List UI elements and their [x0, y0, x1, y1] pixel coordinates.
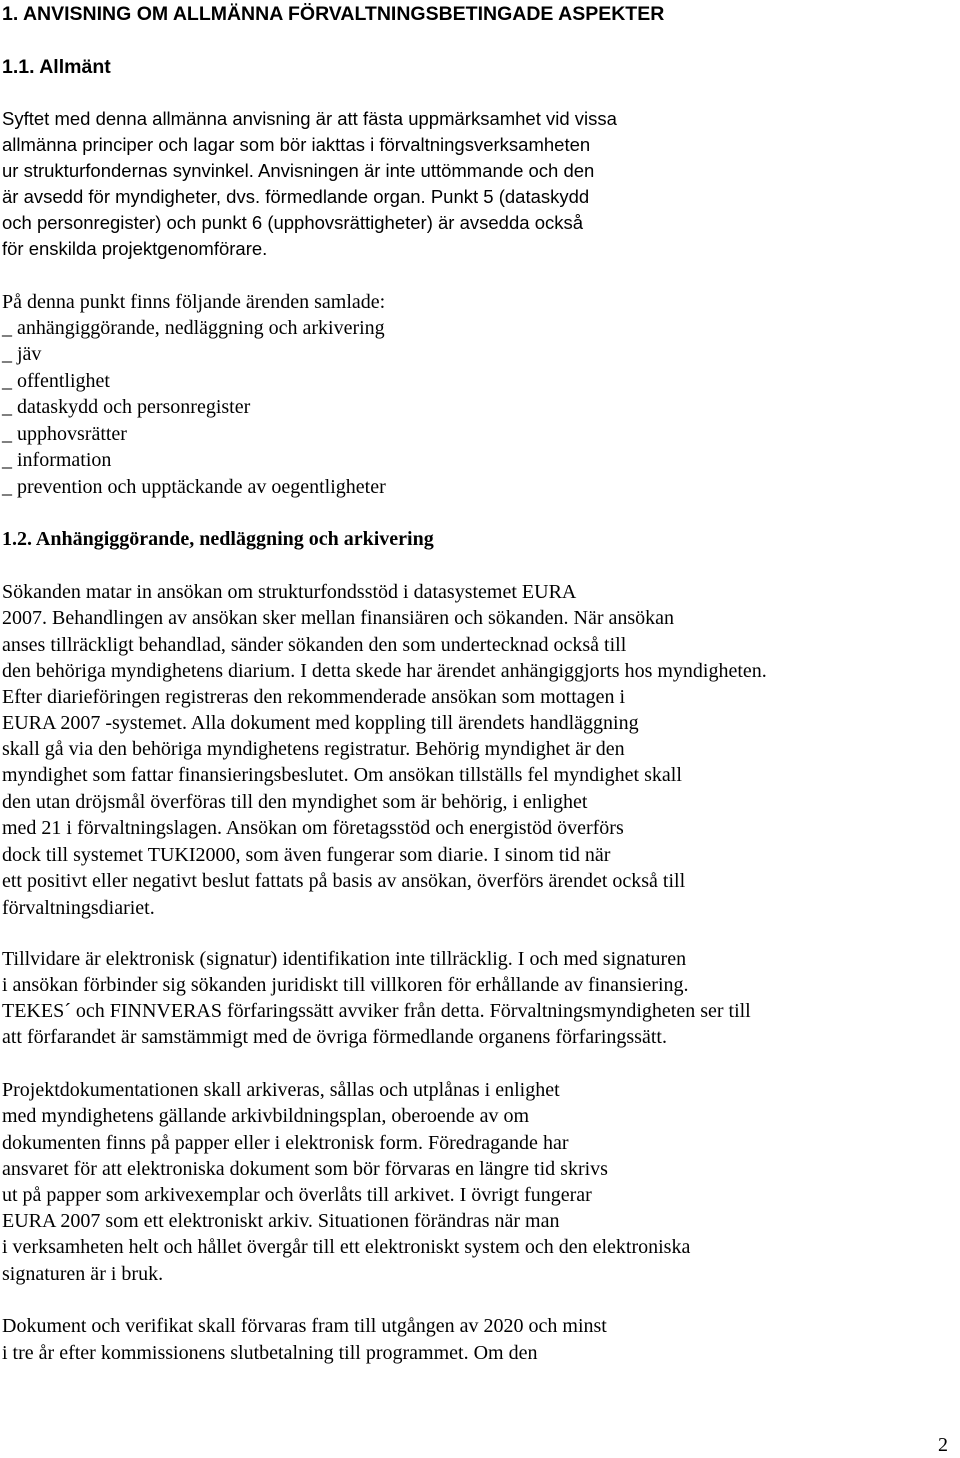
page-number: 2	[938, 1434, 948, 1456]
text-line: förvaltningsdiariet.	[2, 897, 155, 919]
text-line: Efter diarieföringen registreras den rekommenderade ansökan som mottagen i	[2, 686, 626, 708]
text-line: signaturen är i bruk.	[2, 1263, 164, 1285]
text-line: i ansökan förbinder sig sökanden juridiskt till villkoren för erhållande av finansiering.	[2, 974, 689, 996]
text-line: dokumenten finns på papper eller i elektronisk form. Föredragande har	[2, 1132, 569, 1154]
text-line: ur strukturfondernas synvinkel. Anvisningen är inte uttömmande och den	[2, 160, 595, 181]
list-item: _ information	[2, 449, 112, 471]
text-line: Sökanden matar in ansökan om strukturfondsstöd i datasystemet EURA	[2, 581, 577, 603]
list-item: _ jäv	[2, 343, 42, 365]
text-line: allmänna principer och lagar som bör iakttas i förvaltningsverksamheten	[2, 134, 591, 155]
text-line: TEKES´ och FINNVERAS förfaringssätt avviker från detta. Förvaltningsmyndigheten ser till	[2, 1000, 751, 1022]
text-line: EURA 2007 som ett elektroniskt arkiv. Situationen förändras när man	[2, 1210, 560, 1232]
text-line: 2007. Behandlingen av ansökan sker mellan finansiären och sökanden. När ansökan	[2, 607, 675, 629]
text-line: i verksamheten helt och hållet övergår till ett elektroniskt system och den elektroniska	[2, 1236, 691, 1258]
text-line: med myndighetens gällande arkivbildningsplan, oberoende av om	[2, 1105, 530, 1127]
text-line: den utan dröjsmål överföras till den myndighet som är behörig, i enlighet	[2, 791, 588, 813]
heading-1-1: 1.1. Allmänt	[2, 56, 111, 78]
text-line: Tillvidare är elektronisk (signatur) identifikation inte tillräcklig. I och med signaturen	[2, 948, 687, 970]
text-line: ett positivt eller negativt beslut fattats på basis av ansökan, överförs ärendet också till	[2, 870, 686, 892]
list-item: _ dataskydd och personregister	[2, 396, 251, 418]
text-line: i tre år efter kommissionens slutbetalning till programmet. Om den	[2, 1342, 538, 1364]
list-item: _ anhängiggörande, nedläggning och arkivering	[2, 317, 385, 339]
text-line: anses tillräckligt behandlad, sänder sökanden den som undertecknad också till	[2, 634, 627, 656]
text-line: EURA 2007 -systemet. Alla dokument med koppling till ärendets handläggning	[2, 712, 639, 734]
list-item: _ upphovsrätter	[2, 423, 127, 445]
text-line: för enskilda projektgenomförare.	[2, 238, 268, 259]
text-line: är avsedd för myndigheter, dvs. förmedlande organ. Punkt 5 (dataskydd	[2, 186, 590, 207]
text-line: och personregister) och punkt 6 (upphovsrättigheter) är avsedda också	[2, 212, 584, 233]
list-item: _ offentlighet	[2, 370, 110, 392]
list-item: _ prevention och upptäckande av oegentligheter	[2, 476, 386, 498]
text-line: ansvaret för att elektroniska dokument som bör förvaras en längre tid skrivs	[2, 1158, 608, 1180]
text-line: myndighet som fattar finansieringsbeslutet. Om ansökan tillställs fel myndighet skall	[2, 764, 682, 786]
text-line: med 21 i förvaltningslagen. Ansökan om företagsstöd och energistöd överförs	[2, 817, 624, 839]
text-line: skall gå via den behöriga myndighetens registratur. Behörig myndighet är den	[2, 738, 625, 760]
list-intro: På denna punkt finns följande ärenden samlade:	[2, 291, 386, 313]
text-line: ut på papper som arkivexemplar och överlåts till arkivet. I övrigt fungerar	[2, 1184, 592, 1206]
heading-1: 1. ANVISNING OM ALLMÄNNA FÖRVALTNINGSBETINGADE ASPEKTER	[2, 3, 665, 25]
text-line: den behöriga myndighetens diarium. I detta skede har ärendet anhängiggjorts hos myndigheten.	[2, 660, 767, 682]
text-line: Projektdokumentationen skall arkiveras, sållas och utplånas i enlighet	[2, 1079, 560, 1101]
heading-1-2: 1.2. Anhängiggörande, nedläggning och arkivering	[2, 528, 434, 550]
text-line: Dokument och verifikat skall förvaras fram till utgången av 2020 och minst	[2, 1315, 607, 1337]
text-line: dock till systemet TUKI2000, som även fungerar som diarie. I sinom tid när	[2, 844, 611, 866]
text-line: Syftet med denna allmänna anvisning är att fästa uppmärksamhet vid vissa	[2, 108, 617, 129]
text-line: att förfarandet är samstämmigt med de övriga förmedlande organens förfaringssätt.	[2, 1026, 667, 1048]
